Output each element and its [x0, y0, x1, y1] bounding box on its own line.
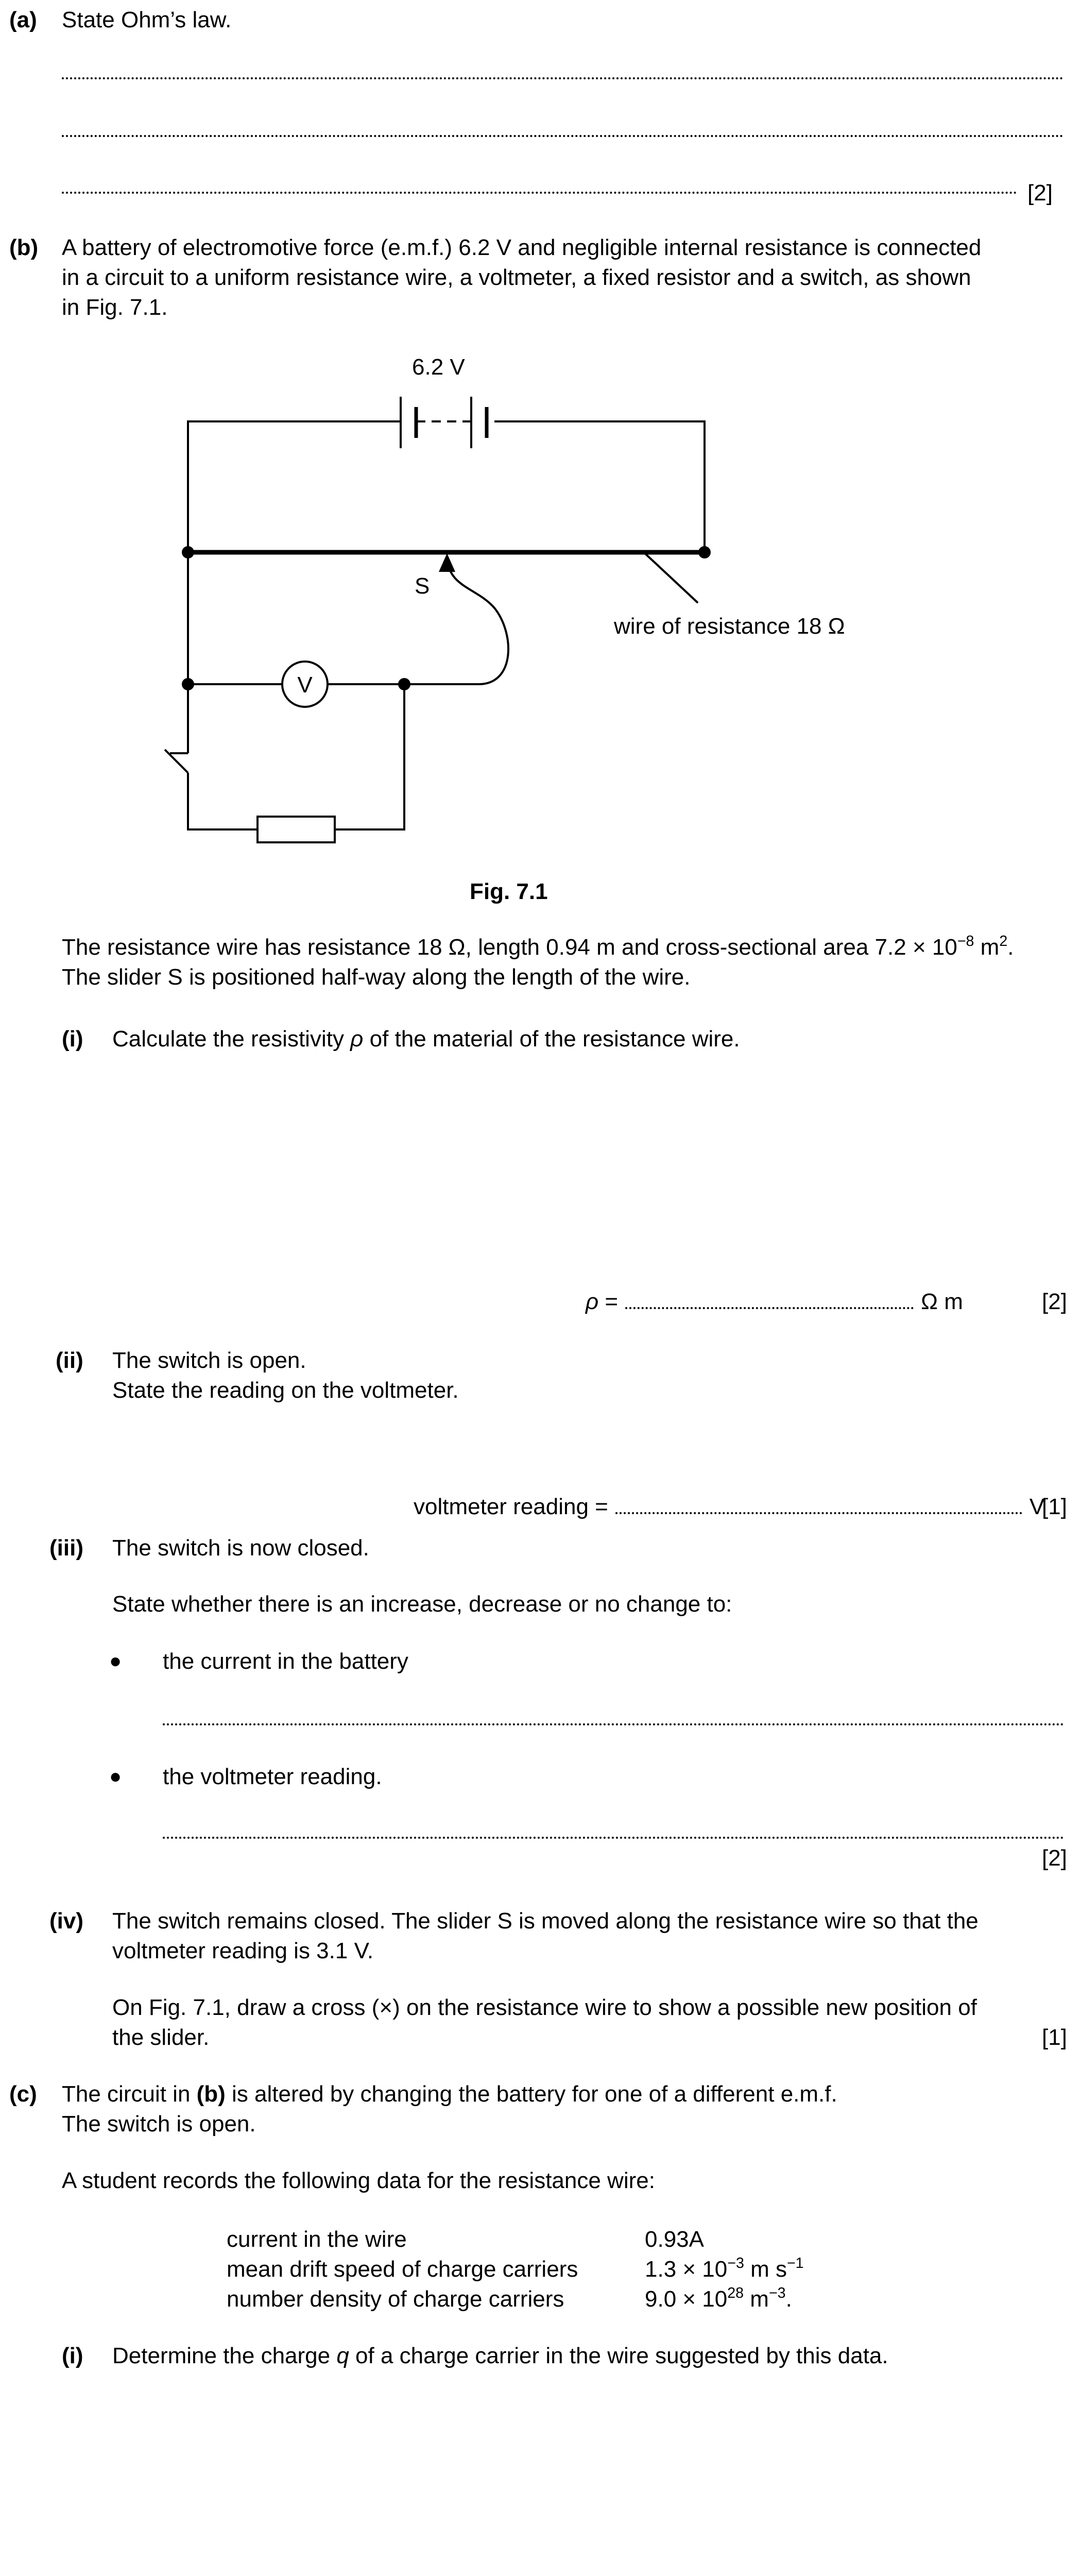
part-a-mark: [2] — [1027, 180, 1053, 206]
part-b-ii-label: (ii) — [56, 1348, 83, 1373]
part-b-iii-bullet2: the voltmeter reading. — [163, 1764, 382, 1789]
resistivity-answer-line[interactable]: ρ = Ω m — [586, 1289, 963, 1314]
part-c-label: (c) — [9, 2081, 37, 2107]
part-b-ii-line2: State the reading on the voltmeter. — [112, 1378, 459, 1403]
voltmeter-answer-line[interactable]: voltmeter reading = V — [414, 1494, 1045, 1519]
part-b-iv-line4: the slider. — [112, 2025, 210, 2050]
slider-label: S — [415, 573, 430, 599]
part-b-iv-line2: voltmeter reading is 3.1 V. — [112, 1938, 374, 1963]
part-b-i-question: Calculate the resistivity ρ of the material of the resistance wire. — [112, 1026, 740, 1052]
part-b-iii-line1: The switch is now closed. — [112, 1535, 369, 1561]
part-c-line2: The switch is open. — [62, 2111, 256, 2137]
part-a-label: (a) — [9, 7, 37, 32]
bullet-1: ● — [109, 1650, 122, 1672]
junction-dot-3 — [182, 678, 194, 690]
wire-resistance-label: wire of resistance 18 Ω — [614, 614, 845, 639]
part-b-iv-label: (iv) — [49, 1908, 83, 1934]
junction-dot-1 — [182, 546, 194, 558]
part-b-iii-mark: [2] — [1042, 1845, 1067, 1871]
junction-dot-4 — [398, 678, 410, 690]
junction-dot-2 — [698, 546, 711, 558]
data-row-number-density-value: $9.0 \times 10^{28}$ $m^{-3}$. — [645, 2284, 792, 2312]
wire-bottom-left — [188, 773, 258, 829]
part-c-i-label: (i) — [62, 2343, 83, 2368]
part-b-i-mark: [2] — [1042, 1289, 1067, 1314]
wire-top-right — [494, 421, 705, 552]
wire-bottom-right — [335, 684, 404, 829]
data-row-current-value: 0.93A — [645, 2227, 704, 2252]
voltmeter-symbol: V — [297, 672, 313, 698]
part-b-iv-line1: The switch remains closed. The slider S is moved along the resistance wire so that the — [112, 1908, 979, 1934]
part-b-iii-bullet1: the current in the battery — [163, 1649, 408, 1674]
figure-caption: Fig. 7.1 — [470, 879, 548, 904]
part-b-label: (b) — [9, 235, 39, 260]
circuit-diagram — [0, 0, 1081, 876]
part-c-line1: The circuit in (b) is altered by changing the battery for one of a different e.m.f. — [62, 2081, 837, 2107]
bullet-2: ● — [109, 1765, 122, 1788]
part-b-intro-line3: in Fig. 7.1. — [62, 295, 168, 320]
data-row-number-density: number density of charge carriers — [227, 2286, 564, 2312]
answer-line-current[interactable] — [163, 1723, 1064, 1725]
part-b-iii-label: (iii) — [49, 1535, 83, 1561]
part-b-iv-line3: On Fig. 7.1, draw a cross (×) on the resistance wire to show a possible new position of — [112, 1995, 977, 2020]
wire-top-left — [188, 421, 401, 552]
data-row-current: current in the wire — [227, 2227, 407, 2252]
wire-data-line2: The slider S is positioned half-way along the length of the wire. — [62, 964, 691, 990]
part-b-i-label: (i) — [62, 1026, 83, 1052]
part-b-iii-line2: State whether there is an increase, decrease or no change to: — [112, 1591, 732, 1617]
data-row-drift-speed: mean drift speed of charge carriers — [227, 2257, 578, 2282]
answer-line-voltmeter[interactable] — [163, 1837, 1064, 1839]
wire-label-leader — [644, 552, 698, 603]
part-b-intro-line1: A battery of electromotive force (e.m.f.) 6.2 V and negligible internal resistance is connected — [62, 235, 982, 260]
part-a-question: State Ohm’s law. — [62, 7, 232, 32]
part-b-iv-mark: [1] — [1042, 2025, 1067, 2050]
part-b-ii-mark: [1] — [1042, 1494, 1067, 1519]
slider-arrowhead — [439, 553, 455, 572]
part-b-ii-line1: The switch is open. — [112, 1348, 306, 1373]
fixed-resistor — [258, 817, 335, 842]
part-c-line3: A student records the following data for the resistance wire: — [62, 2168, 655, 2193]
wire-data-line1: The resistance wire has resistance 18 Ω, length 0.94 m and cross-sectional area $7.2 \times 10^{-8}$ $m^2$. — [62, 933, 1014, 960]
part-b-intro-line2: in a circuit to a uniform resistance wire, a voltmeter, a fixed resistor and a switch, as shown — [62, 265, 971, 290]
data-row-drift-speed-value: $1.3 \times 10^{-3}$ m $s^{-1}$ — [645, 2255, 804, 2282]
battery-label: 6.2 V — [412, 354, 465, 380]
part-c-i-question: Determine the charge q of a charge carrier in the wire suggested by this data. — [112, 2343, 888, 2368]
